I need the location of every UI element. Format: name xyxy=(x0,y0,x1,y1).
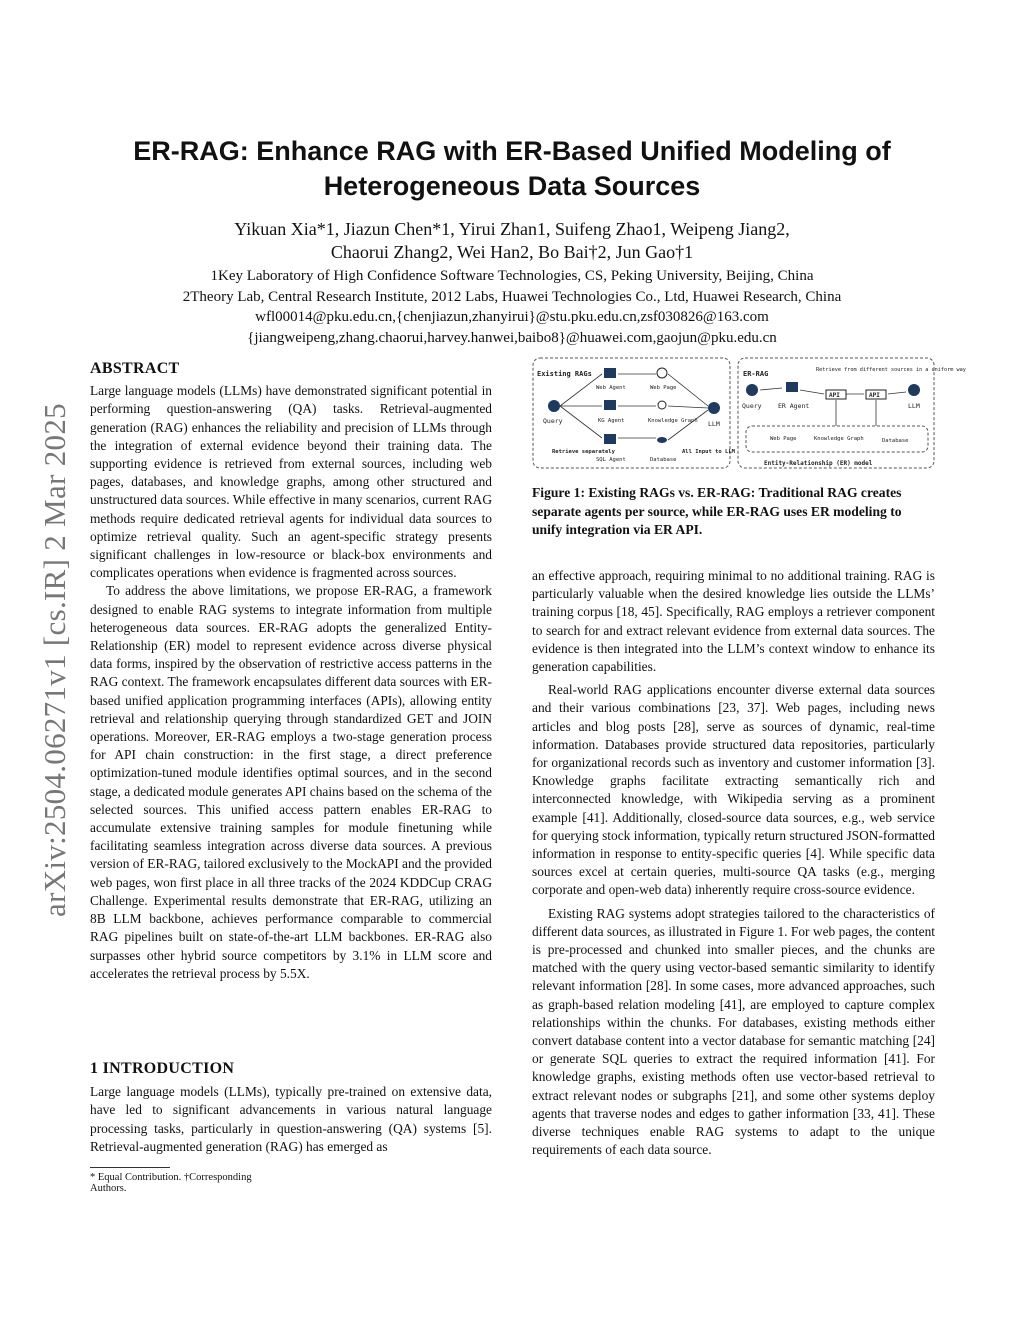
introduction-heading: 1 INTRODUCTION xyxy=(90,1060,235,1077)
abstract-paragraph-1: Large language models (LLMs) have demonstrated significant potential in performing question-answering (QA) tasks. Retrieval-augmented generation (RAG) enhances the reliability and precision of LLMs through the integration of external evidence beyond their training data. The supporting evidence is retrieved from external sources, including web pages, databases, and knowledge graphs, among other structured and unstructured data sources. While effective in many scenarios, current RAG methods require dedicated retrieval agents for individual data sources to optimize retrieval quality. Such an agent-specific strategy presents significant challenges in low-resource or black-box environments and complicates operations when evidence is fragmented across sources. xyxy=(90,383,492,581)
affiliations xyxy=(100,266,924,348)
affiliation-2: 2Theory Lab, Central Research Institute, 2012 Labs, Huawei Technologies Co., Ltd, Huawei Research, China xyxy=(182,288,842,305)
arxiv-sidebar xyxy=(30,360,80,960)
agent-label: KG Agent xyxy=(598,418,625,424)
database-icon xyxy=(657,437,667,443)
query-icon-right xyxy=(746,384,758,396)
query-label-left: Query xyxy=(543,417,563,425)
robot-icon xyxy=(604,434,616,444)
email-line-2: {jiangweipeng,zhang.chaorui,harvey.hanwei,baibo8}@huawei.com,gaojun@pku.edu.cn xyxy=(247,329,777,346)
right-column xyxy=(532,567,935,1160)
abstract-heading: ABSTRACT xyxy=(90,360,180,377)
er-rag-title: ER-RAG xyxy=(743,370,769,378)
agent-label: Web Agent xyxy=(596,385,626,391)
globe-icon xyxy=(657,368,667,378)
query-icon-left xyxy=(548,400,560,412)
arxiv-identifier: arXiv:2504.06271v1 [cs.IR] 2 Mar 2025 xyxy=(37,403,72,917)
source-label: Web Page xyxy=(650,385,677,391)
robot-icon xyxy=(604,400,616,410)
agent-icons-left xyxy=(604,368,616,444)
api-label: API xyxy=(829,392,840,399)
authors xyxy=(100,218,924,264)
email-line-1: wfl00014@pku.edu.cn,{chenjiazun,zhanyirui}@stu.pku.edu.cn,zsf030826@163.com xyxy=(255,309,769,325)
llm-icon-right xyxy=(908,384,920,396)
graph-icon xyxy=(658,401,666,409)
source-label: Knowledge Graph xyxy=(648,418,698,424)
query-label-right: Query xyxy=(742,402,762,410)
intro-section xyxy=(90,1060,492,1156)
source-label: Database xyxy=(882,438,909,444)
right-paragraph-3: Existing RAG systems adopt strategies tailored to the characteristics of different data sources, as illustrated in Figure 1. For web pages, the content is pre-processed and chunked into smaller pieces, and the chunks are matched with the query using vector-based semantic similarity to identify relevant information [28]. In some cases, more advanced approaches, such as graph-based relation modeling [41], are employed to capture complex relationships within the chunks. For databases, existing methods either convert database content into a vector database for semantic matching [24] or generate SQL queries to extract the required information [41]. For knowledge graphs, existing methods often use vector-based retrieval to extract relevant nodes or subgraphs [21], and some other systems deploy agents that traverse nodes and edges to gather information [33, 41]. These diverse techniques enable RAG systems to adapt to the unique requirements of each data source. xyxy=(532,905,935,1158)
abstract-paragraph-2: To address the above limitations, we propose ER-RAG, a framework designed to enable RAG systems to integrate information from multiple heterogeneous data sources. ER-RAG adopts the generalized Entity-Relationship (ER) model to represent evidence across diverse physical data forms, inspired by the observation of restrictive access patterns in the RAG context. The framework encapsulates different data sources with ER-based unified application programming interfaces (APIs), allowing entity retrieval and relationship querying through standardized GET and JOIN operations. Moreover, ER-RAG employs a two-stage generation process for API chain construction: in the first stage, a direct preference optimization-tuned module identifies optimal sources, and in the second stage, a dedicated module generates API chains based on the schema of the selected sources. This unified access pattern enables ER-RAG to accumulate extensive training samples for module finetuning while facilitating seamless integration across diverse data sources. A previous version of ER-RAG, tailored exclusively to the MockAPI and the provided web pages, won first place in all three tracks of the 2024 KDDCup CRAG Challenge. Experimental results demonstrate that ER-RAG, utilizing an 8B LLM backbone, achieves performance comparable to commercial RAG pipelines built on state-of-the-art LLM backbones. ER-RAG also surpasses other hybrid source competitors by 3.1% in LLM score and accelerates the retrieval process by 5.5X. xyxy=(90,583,493,981)
footnote-rule xyxy=(90,1167,170,1168)
robot-icon xyxy=(786,382,798,392)
left-column xyxy=(90,360,492,983)
authors-line-2: Chaorui Zhang2, Wei Han2, Bo Bai†2, Jun Gao†1 xyxy=(330,242,694,262)
robot-icon xyxy=(604,368,616,378)
right-paragraph-1: an effective approach, requiring minimal to no additional training. RAG is particularly valuable when the desired knowledge lies outside the LLMs’ training corpus [18, 45]. Specifically, RAG employs a retriever component to search for and extract relevant evidence from external data sources. The evidence is then integrated into the LLM’s context window to enhance its generation capabilities. xyxy=(532,568,935,675)
affiliation-1: 1Key Laboratory of High Confidence Software Technologies, CS, Peking University, Beijing, China xyxy=(210,268,814,284)
source-label: Web Page xyxy=(770,436,797,442)
llm-label-left: LLM xyxy=(708,420,720,428)
existing-rags-title: Existing RAGs xyxy=(537,370,592,378)
agent-label: SQL Agent xyxy=(596,457,626,463)
title-line-1: ER-RAG: Enhance RAG with ER-Based Unified Modeling of xyxy=(133,136,891,166)
api-label: API xyxy=(869,392,880,399)
figure-caption: Figure 1: Existing RAGs vs. ER-RAG: Traditional RAG creates separate agents per source, while ER-RAG uses ER modeling to unify integration via ER API. xyxy=(532,485,902,537)
er-agent-label: ER Agent xyxy=(778,402,810,410)
source-label: Knowledge Graph xyxy=(814,436,864,442)
source-label: Database xyxy=(650,457,677,463)
paper-title xyxy=(100,134,924,204)
authors-line-1: Yikuan Xia*1, Jiazun Chen*1, Yirui Zhan1, Suifeng Zhao1, Weipeng Jiang2, xyxy=(234,219,790,239)
er-model-label: Entity-Relationship (ER) model xyxy=(764,460,873,467)
retrieve-label: Retrieve separately xyxy=(552,449,615,455)
footnote: * Equal Contribution. †Corresponding Authors. xyxy=(90,1172,252,1194)
llm-icon-left xyxy=(708,402,720,414)
figure-1-diagram xyxy=(532,356,966,472)
flow-arrows-left xyxy=(560,374,708,440)
input-label: All Input to LLM xyxy=(682,449,735,455)
llm-label-right: LLM xyxy=(908,402,920,410)
uniform-note: Retrieve from different sources in a uniform way xyxy=(816,367,966,373)
title-line-2: Heterogeneous Data Sources xyxy=(323,171,701,201)
right-paragraph-2: Real-world RAG applications encounter diverse external data sources and their various combinations [23, 37]. Web pages, including news articles and blog posts [28], serve as sources of dynamic, real-time information. Databases provide structured data repositories, particularly for organizational records such as inventory and customer information [3]. Knowledge graphs facilitate extracting semantically rich and interconnected knowledge, with Wikipedia serving as a prominent example [41]. Additionally, closed-source data sources, e.g., web service for querying stock information, typically return structured JSON-formatted information in response to entity-specific queries [4]. While specific data sources excel at certain queries, multi-source QA tasks (e.g., merging corporate and open-web data) inherently require cross-source evidence. xyxy=(532,682,935,898)
intro-paragraph-1: Large language models (LLMs), typically pre-trained on extensive data, have led to significant advancements in various natural language processing tasks, particularly in question-answering (QA) systems [5]. Retrieval-augmented generation (RAG) has emerged as xyxy=(90,1084,492,1154)
